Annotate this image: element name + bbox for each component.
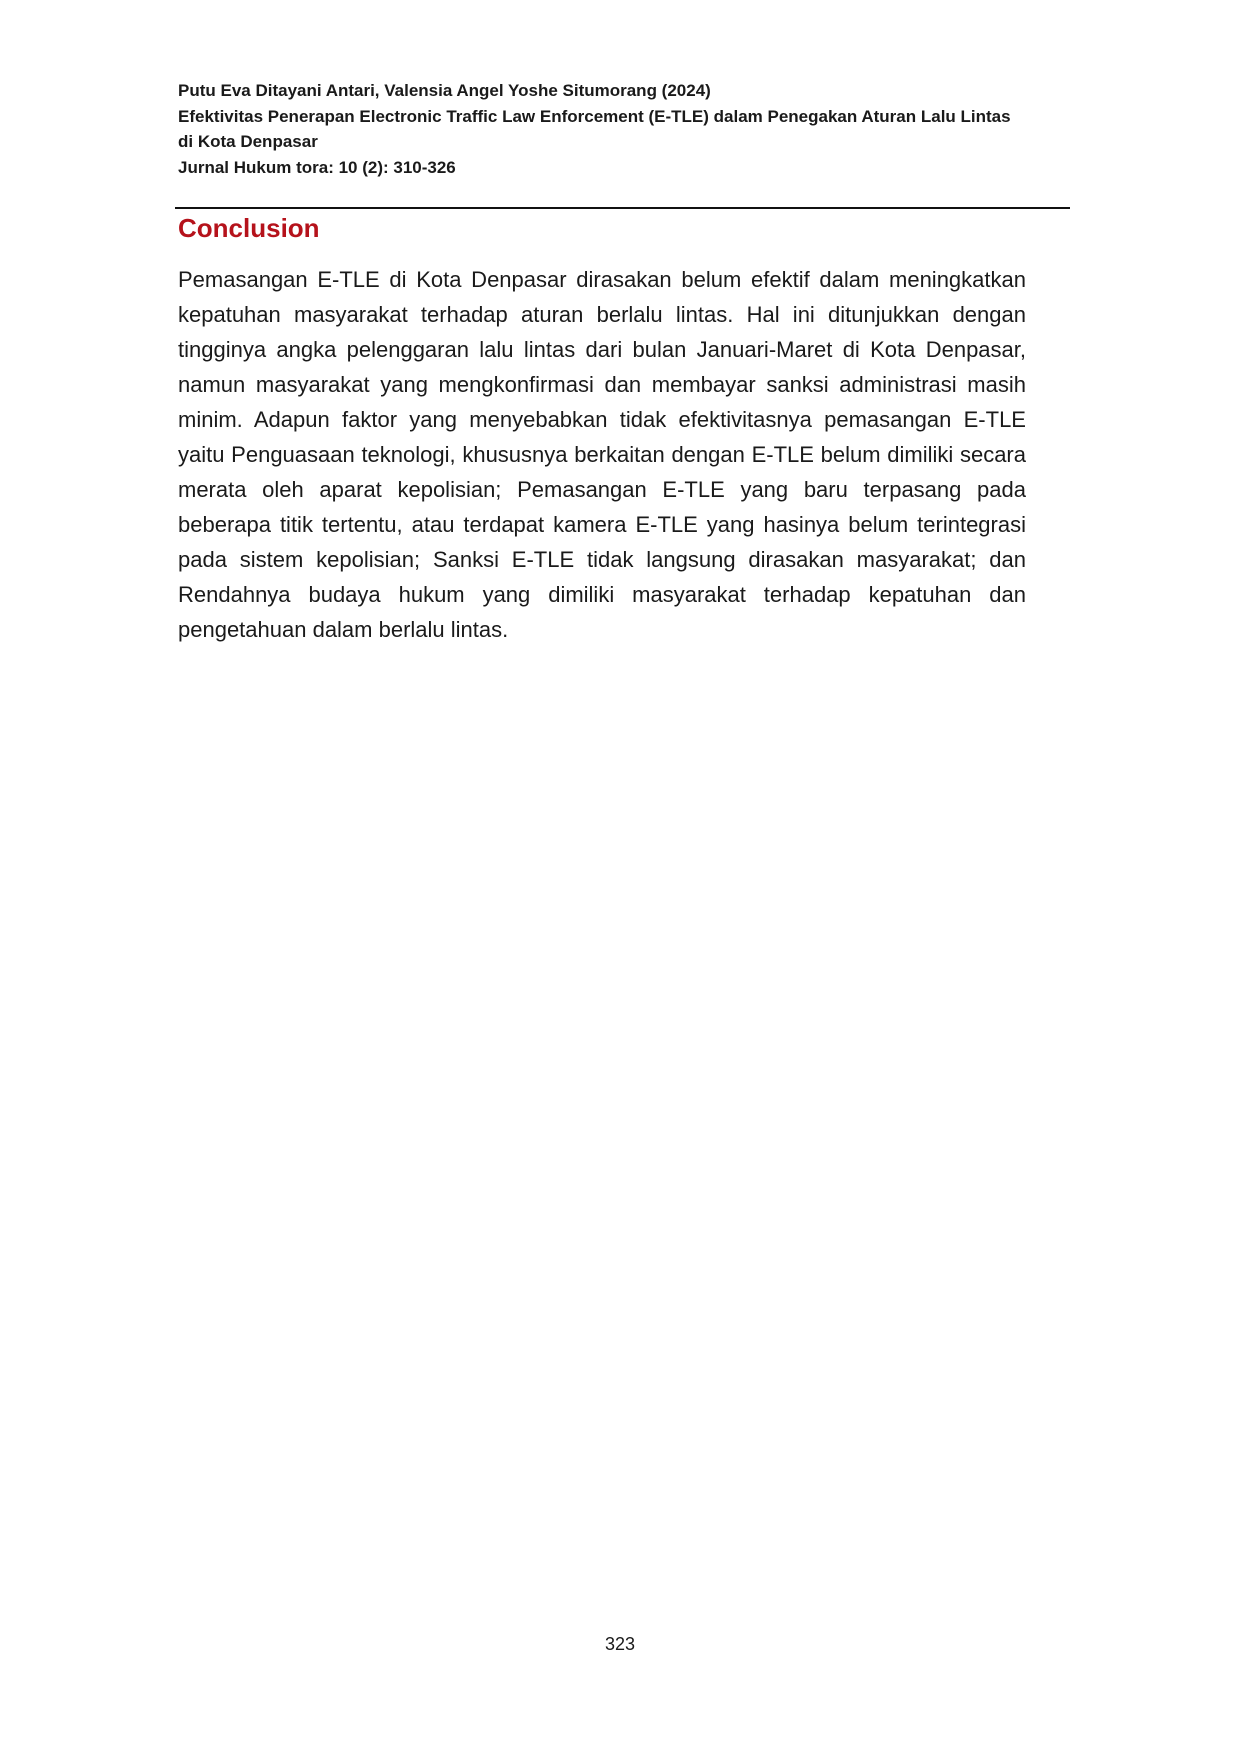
- header-title-line1: Efektivitas Penerapan Electronic Traffic Law Enforcement (E-TLE) dalam Penegakan Aturan Lalu Lintas: [178, 106, 1011, 126]
- section-heading: Conclusion: [178, 213, 320, 243]
- page-number: 323: [604, 1634, 636, 1654]
- header-authors: Putu Eva Ditayani Antari, Valensia Angel Yoshe Situmorang (2024): [178, 81, 711, 100]
- header-journal: Jurnal Hukum tora: 10 (2): 310-326: [178, 157, 456, 177]
- running-header: [178, 78, 1078, 180]
- header-title-line2: di Kota Denpasar: [178, 132, 318, 151]
- header-divider: [175, 207, 1070, 209]
- conclusion-paragraph: Pemasangan E-TLE di Kota Denpasar dirasakan belum efektif dalam meningkatkan kepatuhan masyarakat terhadap aturan berlalu lintas. Hal ini ditunjukkan dengan tingginya angka pelenggaran lalu lintas dari bulan Januari-Maret di Kota Denpasar, namun masyarakat yang mengkonfirmasi dan membayar sanksi administrasi masih minim. Adapun faktor yang menyebabkan tidak efektivitasnya pemasangan E-TLE yaitu Penguasaan teknologi, khususnya berkaitan dengan E-TLE belum dimiliki secara merata oleh aparat kepolisian; Pemasangan E-TLE yang baru terpasang pada beberapa titik tertentu, atau terdapat kamera E-TLE yang hasinya belum terintegrasi pada sistem kepolisian; Sanksi E-TLE tidak langsung dirasakan masyarakat; dan Rendahnya budaya hukum yang dimiliki masyarakat terhadap kepatuhan dan pengetahuan dalam berlalu lintas.: [178, 267, 1026, 642]
